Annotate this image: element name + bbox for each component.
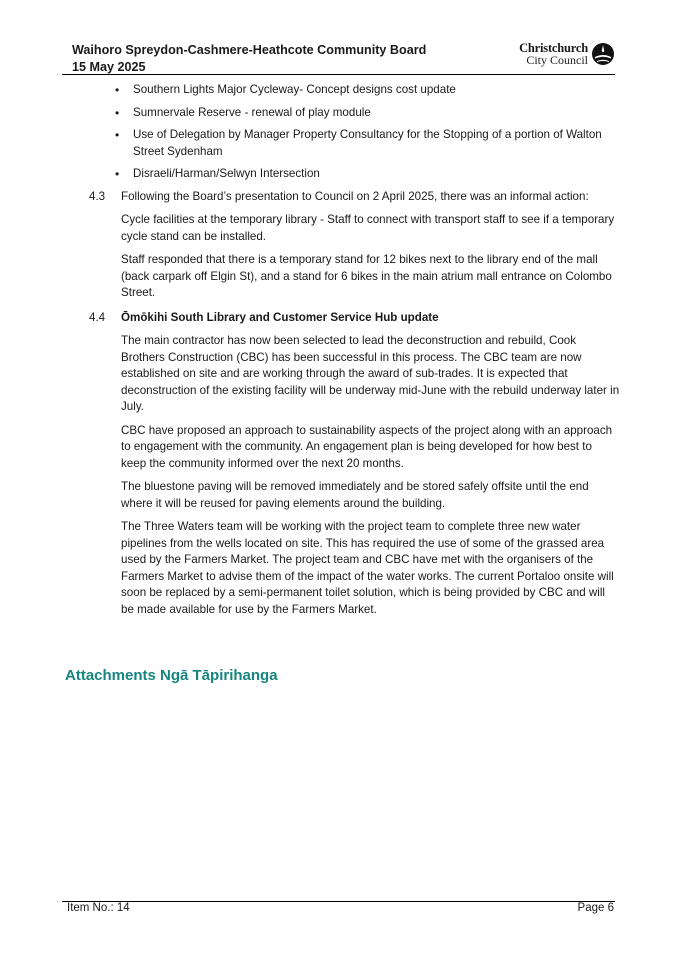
list-item: • Disraeli/Harman/Selwyn Intersection	[80, 166, 620, 183]
list-item: • Sumnervale Reserve - renewal of play module	[80, 105, 620, 122]
logo-text-line2: City Council	[526, 53, 588, 67]
item-number: 4.3	[89, 189, 106, 203]
meeting-date: 15 May 2025	[72, 60, 146, 74]
attachments-heading: Attachments Ngā Tāpirihanga	[65, 667, 278, 684]
bullet-list	[80, 82, 620, 183]
footer-page-number: Page 6	[577, 902, 614, 914]
list-item: • Southern Lights Major Cycleway- Concept designs cost update	[80, 82, 620, 99]
list-item: • Use of Delegation by Manager Property Consultancy for the Stopping of a portion of Walton Street Sydenham	[80, 127, 620, 160]
item-number: 4.4	[89, 310, 106, 324]
cathedral-logo-icon	[591, 42, 615, 66]
paragraph: The Three Waters team will be working with the project team to complete three new water pipelines from the wells located on site. This has required the use of some of the grassed area used by the Farmers Market. The project team and CBC have met with the organisers of the Farmers Market to advise them of the impact of the water works. The current Portaloo onsite will soon be replaced by a semi-permanent toilet solution, which is being provided by CBC and will be made available for use by the Farmers Market.	[121, 520, 614, 616]
item-text: Following the Board’s presentation to Council on 2 April 2025, there was an informal action:	[121, 189, 589, 203]
item-4-4	[80, 310, 620, 327]
paragraph: Staff responded that there is a temporary stand for 12 bikes next to the library end of the mall (back carpark off Elgin St), and a stand for 6 bikes in the main atrium mall entrance on Colombo Street.	[121, 253, 612, 299]
board-name: Waihoro Spreydon-Cashmere-Heathcote Community Board	[72, 43, 427, 57]
council-logo	[519, 42, 615, 66]
paragraph: CBC have proposed an approach to sustainability aspects of the project along with an approach to engagement with the community. An engagement plan is being developed for how best to keep the community informed over the next 20 months.	[121, 423, 613, 470]
footer-divider	[62, 901, 615, 902]
document-title	[72, 42, 426, 76]
paragraph: The bluestone paving will be removed immediately and be stored safely offsite until the end where it will be reused for paving elements around the building.	[121, 480, 589, 510]
footer-item-number: Item No.: 14	[67, 902, 130, 914]
logo-text-line1: Christchurch	[519, 41, 588, 55]
header-divider	[62, 74, 615, 75]
main-content	[80, 82, 620, 618]
paragraph: The main contractor has now been selected to lead the deconstruction and rebuild, Cook Brothers Construction (CBC) has been successful in this process. The CBC team are now established on site and are working through the award of sub-trades. It is expected that deconstruction of the existing facility will be underway mid-June with the rebuild underway later in July.	[121, 334, 620, 413]
paragraph: Cycle facilities at the temporary library - Staff to connect with transport staff to see if a temporary cycle stand can be installed.	[121, 213, 615, 243]
item-heading: Ōmōkihi South Library and Customer Service Hub update	[121, 310, 439, 324]
item-4-3	[80, 189, 620, 206]
